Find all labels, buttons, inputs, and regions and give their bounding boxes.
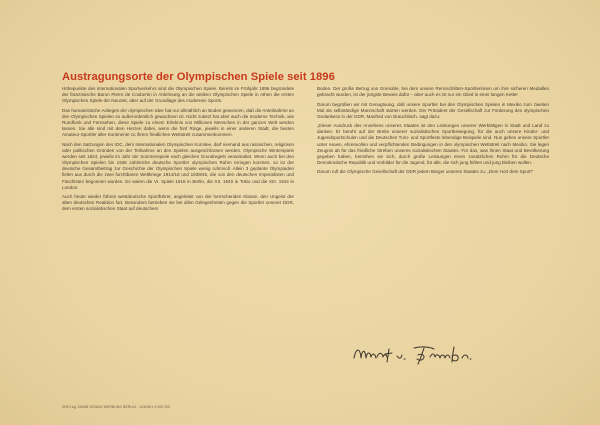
document-title: Austragungsorte der Olympischen Spiele seit 1896	[62, 71, 335, 83]
paragraph: „Dieser Ausdruck des Ansehens unseres Staates ist den Leistungen unserer Werktätigen in Stadt und Land zu danken. Er beruht auf der Breite unserer sozialistischen Sportbewegung, für die auch unsere Kinder- und Jugendsportschulen und die Deutschen Turn- und Sportfeste lebendige Beispiele sind. Nun gehen unsere Sportler unter neuen, ehrenvollen und verpflichtenden Bedingungen in den olympischen Wettstreit nach Mexiko. Sie legen Zeugnis ab für das friedliche Streben unseres sozialistischen Staates. Für das, was ihnen Staat und Bevölkerung gegeben haben, bemühen sie sich, durch große Leistungen einen zusätzlichen Ruhm für die Deutsche Demokratische Republik und Vorbilder für die Jugend, für alle, die sich jung fühlen und jung bleiben wollen.	[317, 123, 549, 166]
print-imprint: III/9/1 Ag 150/68 DEWAG WERBUNG BERLIN · 124/49/1 5 000 000	[62, 405, 171, 409]
right-column	[317, 86, 549, 179]
paragraph: Das humanistische Anliegen der olympischen Idee hat nur allmählich an Boden gewonnen, daß die Anteilnahme an den Olympischen Spielen so außerordentlich gewachsen ist. Nicht zuletzt hat aber auch die moderne Technik, wie Rundfunk und Fernsehen, diese Spiele zu einem Erlebnis von Millionen Menschen in der ganzen Welt werden lassen. Sie alle sind mit dem Herzen dabei, wenn die fünf Ringe, jeweils in einer anderen Stadt, die besten Amateur-Sportler aller Kontinente zu ihrem friedlichen Wettstreit zusammenkommen.	[62, 107, 294, 138]
handwritten-signature	[352, 344, 522, 366]
paragraph: Boden. Der große Betrug von Grenoble, bei dem unsere Rennschlitten-Sportlerinnen um ihre sicheren Medaillen gebracht wurden, ist der jüngste Beweis dafür – aber auch es ist nur ein Glied in einer langen Kette!	[317, 86, 549, 98]
paragraph: Höhepunkte des internationalen Sportverkehrs sind die Olympischen Spiele. Bereits im Frühjahr 1896 begründete der französische Baron Pierre de Coubertin in Anlehnung an die antiken Olympischen Spiele in Athen die ersten Olympischen Spiele der Neuzeit, aber auf der Grundlage des modernen Sports.	[62, 86, 294, 104]
paragraph: Nach den Satzungen des IOC, dem Internationalen Olympischen Komitee, darf niemand aus rassischen, religiösen oder politischen Gründen von der Teilnahme an den Spielen ausgeschlossen werden. Olympische Winterspiele werden seit 1924, jeweils im Jahr der Sommerspiele nach gleichen Grundregeln veranstaltet. Wenn auch bei den Olympischen Spielen bis 1936 zahlreiche deutsche Sportler olympischen Ruhm erringen konnten, so ist der deutsche Gesamtbeitrag zur Geschichte der Olympischen Spiele wenig ruhmvoll. Allein 3 geplante Olympiaden fielen aus durch die zwei furchtbaren Weltkriege 1914/18 und 1939/45, die von den deutschen Imperialisten und Faschisten begonnen wurden. Es waren die VI. Spiele 1916 in Berlin, die XII. 1940 in Tokio und die XIII. 1944 in London.	[62, 141, 294, 190]
paragraph: Darum begrüßen wir mit Genugtuung, daß unsere Sportler bei den Olympischen Spielen in Mexiko zum zweiten Mal als selbständige Mannschaft starten werden. Der Präsident der Gesellschaft zur Förderung des olympischen Gedankens in der DDR, Manfred von Brauchitsch, sagt dazu:	[317, 101, 549, 119]
paragraph: Darum ruft die Olympische Gesellschaft der DDR jedem Bürger unseres Staates zu: „Dem Hort dem Sport!“	[317, 169, 534, 175]
left-column	[62, 86, 294, 216]
paragraph: Auch heute wieder führen westdeutsche Sportführer, angeleitet von der herrschenden Klasse, den Ungeist der alten deutschen Reaktion fort. Besonders betrieben sie bei allen Gelegenheiten gegen die Sportler unserer DDR, dem ersten sozialistischen Staat auf deutschem	[62, 194, 294, 212]
